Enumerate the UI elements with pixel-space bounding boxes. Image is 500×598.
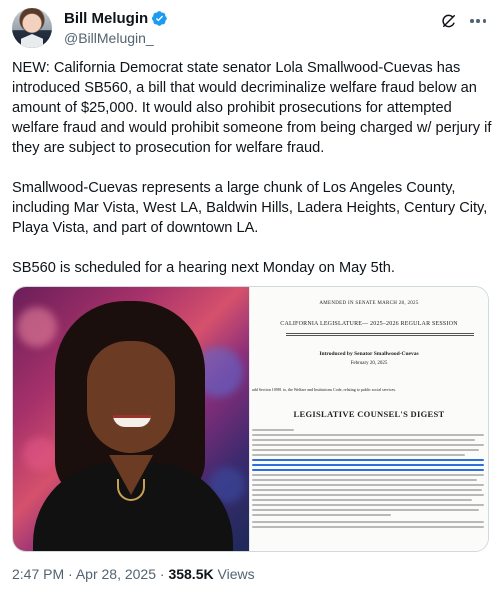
tweet-date[interactable]: Apr 28, 2025	[75, 566, 156, 582]
grok-icon[interactable]	[440, 12, 458, 30]
senator-photo[interactable]	[13, 287, 249, 551]
avatar[interactable]	[12, 8, 52, 48]
doc-amended: AMENDED IN SENATE MARCH 28, 2025	[319, 301, 419, 306]
tweet-meta	[12, 566, 255, 582]
tweet-media[interactable]	[12, 286, 489, 552]
doc-introduced-by: Introduced by Senator Smallwood-Cuevas	[319, 351, 419, 357]
tweet-paragraph: NEW: California Democrat state senator Lola Smallwood-Cuevas has introduced SB560, a bill that would decriminalize welfare fraud below an amount of $25,000. It would also prohibit prosecutions for attempted welfare fraud and would prohibit someone from being charged w/ perjury if they are subject to prosecution for welfare fraud.	[12, 60, 492, 156]
tweet-paragraph: Smallwood-Cuevas represents a large chunk of Los Angeles County, including Mar Vista, West LA, Baldwin Hills, Ladera Heights, Century City, Playa Vista, and part of downtown LA.	[12, 180, 488, 236]
doc-date: February 20, 2025	[350, 361, 388, 366]
more-options-icon[interactable]	[468, 12, 488, 30]
meta-separator: ·	[68, 566, 73, 582]
bill-document-image[interactable]	[249, 287, 488, 551]
tweet-text	[12, 58, 492, 298]
doc-legislature: CALIFORNIA LEGISLATURE— 2025–2026 REGULAR SESSION	[280, 321, 458, 327]
tweet-header	[12, 8, 488, 52]
doc-section-ref: add Section 10981 to, the Welfare and Institutions Code, relating to public social services.	[252, 387, 397, 392]
tweet-time[interactable]: 2:47 PM	[12, 566, 65, 582]
verified-badge-icon	[151, 10, 168, 27]
author-handle[interactable]: @BillMelugin_	[64, 30, 154, 46]
author-name[interactable]: Bill Melugin	[64, 10, 149, 27]
tweet-paragraph: SB560 is scheduled for a hearing next Monday on May 5th.	[12, 260, 395, 276]
views-count: 358.5K	[168, 566, 214, 582]
views-label: Views	[217, 566, 255, 582]
meta-separator: ·	[159, 566, 165, 582]
doc-digest-title: LEGISLATIVE COUNSEL'S DIGEST	[293, 409, 445, 419]
author-block	[64, 9, 168, 46]
